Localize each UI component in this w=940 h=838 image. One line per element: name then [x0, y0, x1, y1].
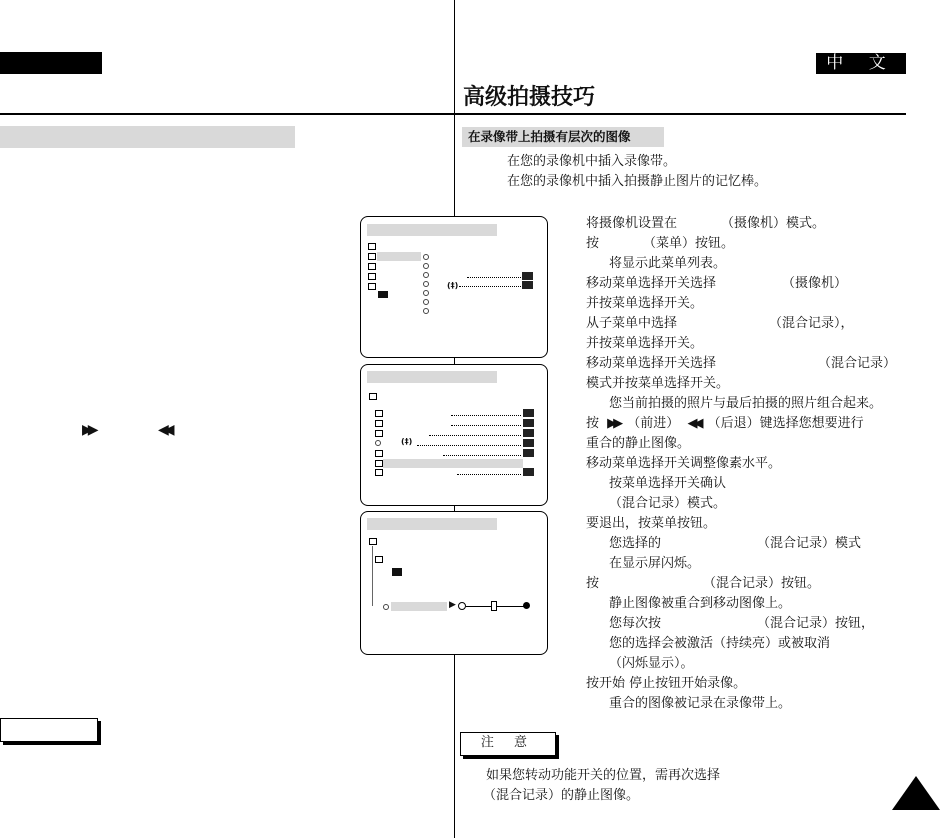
option-dot — [423, 308, 429, 314]
dotted-leader — [443, 455, 521, 456]
note-line-2: （混合记录）的静止图像。 — [483, 788, 640, 803]
menu-selected-row — [391, 602, 447, 611]
folder-icon — [369, 538, 377, 545]
language-tab: 中 文 — [816, 53, 906, 74]
menu-title-bar — [367, 371, 497, 383]
option-dot — [375, 440, 381, 446]
dotted-leader — [467, 277, 523, 278]
step-line: 从子菜单中选择 （混合记录）， — [586, 316, 854, 331]
folder-icon — [368, 243, 376, 250]
note-label: 注 意 — [460, 732, 556, 756]
step-line: 移动菜单选择开关选择 （摄像机） — [586, 276, 848, 291]
menu-screen-2 — [360, 364, 548, 506]
step-line: 您的选择会被激活（持续亮）或被取消 — [609, 636, 831, 651]
dotted-leader — [451, 415, 521, 416]
menu-title-bar — [367, 224, 497, 236]
section-heading: 在录像带上拍摄有层次的图像 — [462, 127, 664, 147]
left-note-box — [0, 718, 98, 742]
option-dot — [423, 272, 429, 278]
thumbnail-icon — [392, 568, 402, 576]
folder-icon — [375, 420, 383, 427]
level-slider-min — [458, 602, 466, 610]
step-line: 静止图像被重合到移动图像上。 — [609, 596, 792, 611]
step-line: 并按菜单选择开关。 — [586, 296, 704, 311]
value-box — [522, 272, 533, 280]
step-line: 将显示此菜单列表。 — [609, 256, 727, 271]
fast-forward-icon: ▶▶ — [82, 422, 94, 438]
folder-icon — [375, 469, 383, 476]
menu-title-bar — [367, 518, 497, 530]
step-line: 要退出，按菜单按钮。 — [586, 516, 717, 531]
option-dot — [423, 263, 429, 269]
step-line: 在显示屏闪烁。 — [609, 556, 701, 571]
step-line: 模式并按菜单选择开关。 — [586, 376, 730, 391]
mix-icon: (‡) — [447, 281, 459, 290]
step-line: 您每次按 （混合记录）按钮， — [609, 616, 875, 631]
step-line: 并按菜单选择开关。 — [586, 336, 704, 351]
note-line-1: 如果您转动功能开关的位置，需再次选择 — [486, 768, 721, 783]
value-box — [522, 281, 533, 289]
folder-icon — [375, 450, 383, 457]
step-line: 您当前拍摄的照片与最后拍摄的照片组合起来。 — [609, 396, 883, 411]
play-arrow-icon: ▶ — [449, 600, 456, 610]
step-line: 按 （混合记录）按钮。 — [586, 576, 821, 591]
folder-icon — [375, 430, 383, 437]
level-slider-thumb — [491, 601, 497, 611]
step-line: 按菜单选择开关确认 — [609, 476, 727, 491]
step-line: 按开始 停止按钮开始录像。 — [586, 676, 747, 691]
menu-screen-1 — [360, 216, 548, 358]
value-box — [523, 429, 534, 437]
step-line: 移动菜单选择开关调整像素水平。 — [586, 456, 782, 471]
folder-icon — [368, 263, 376, 270]
left-section-bar — [0, 126, 295, 148]
folder-icon — [369, 393, 377, 400]
dotted-leader — [459, 286, 523, 287]
step-line: 按 （菜单）按钮。 — [586, 236, 735, 251]
page-title: 高级拍摄技巧 — [463, 85, 596, 110]
dotted-leader — [457, 474, 521, 475]
folder-icon — [375, 460, 383, 467]
option-dot — [423, 254, 429, 260]
menu-selected-row — [377, 252, 421, 261]
triangle-up-icon — [892, 776, 940, 810]
level-slider-max — [523, 602, 530, 609]
tree-line — [372, 546, 373, 606]
value-box — [523, 468, 534, 476]
fast-forward-icon: ▶▶ — [607, 416, 620, 431]
intro-line-1: 在您的录像机中插入录像带。 — [507, 154, 677, 169]
left-header-tab — [0, 52, 102, 74]
step-line: 按 ▶▶ （前进） ◀◀ （后退）键选择您想要进行 — [586, 416, 864, 431]
rewind-icon: ◀◀ — [687, 416, 700, 431]
mix-icon: (‡) — [401, 437, 413, 446]
menu-selected-row — [383, 459, 523, 468]
step-line: （混合记录）模式。 — [609, 496, 727, 511]
dotted-leader — [451, 425, 521, 426]
folder-icon — [368, 283, 376, 290]
step-line: 您选择的 （混合记录）模式 — [609, 536, 862, 551]
folder-icon — [375, 410, 383, 417]
step-line: 移动菜单选择开关选择 （混合记录） — [586, 356, 897, 371]
dotted-leader — [417, 445, 521, 446]
folder-icon — [368, 253, 376, 260]
value-box — [523, 449, 534, 457]
step-line: 将摄像机设置在 （摄像机）模式。 — [586, 216, 826, 231]
value-box — [523, 409, 534, 417]
folder-icon — [375, 556, 383, 563]
dotted-leader — [429, 435, 521, 436]
option-dot — [423, 299, 429, 305]
step-line: 重合的图像被记录在录像带上。 — [609, 696, 792, 711]
rewind-icon: ◀◀ — [158, 422, 170, 438]
option-dot — [423, 290, 429, 296]
value-box — [523, 439, 534, 447]
step-line: （闪烁显示）。 — [609, 656, 694, 671]
header-rule — [0, 113, 906, 115]
folder-icon — [368, 273, 376, 280]
intro-line-2: 在您的录像机中插入拍摄静止图片的记忆棒。 — [507, 174, 768, 189]
menu-screen-3 — [360, 511, 548, 655]
value-box — [523, 419, 534, 427]
option-dot — [383, 604, 389, 610]
step-line: 重合的静止图像。 — [586, 436, 691, 451]
option-dot — [423, 281, 429, 287]
thumbnail-icon — [378, 291, 388, 298]
